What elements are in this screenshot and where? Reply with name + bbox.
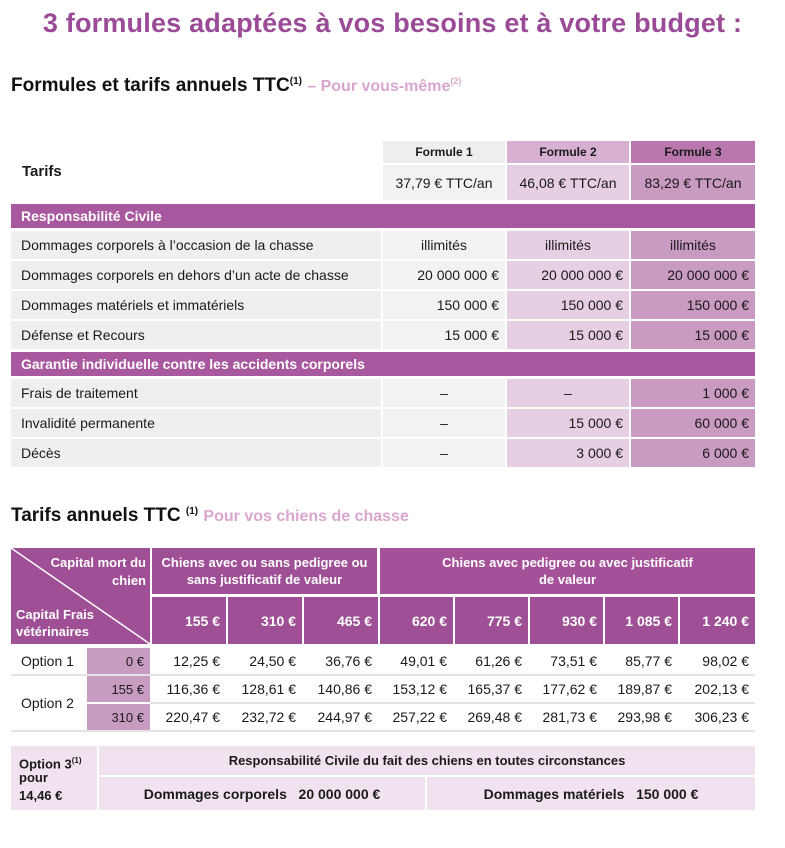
rc-row-value: 15 000 €	[383, 321, 505, 349]
option2-price: 153,12 €	[380, 676, 453, 702]
option2-price: 189,87 €	[605, 676, 678, 702]
option2-price: 244,97 €	[304, 704, 378, 730]
option3-corporels-label: Dommages corporels	[143, 785, 287, 802]
section2-title-text: Tarifs annuels TTC	[11, 505, 181, 526]
section2-subtitle: Pour vos chiens de chasse	[203, 508, 409, 525]
gi-row-value: 6 000 €	[631, 439, 755, 467]
rc-row-label: Dommages corporels à l’occasion de la chasse	[11, 231, 381, 259]
option2-price: 140,86 €	[304, 676, 378, 702]
option2-price: 202,13 €	[680, 676, 755, 702]
formule-1-price: 37,79 € TTC/an	[383, 165, 505, 200]
corner-bottom-label: Capital Frais vétérinaires	[16, 607, 95, 639]
option1-price: 98,02 €	[680, 648, 755, 674]
option2-price: 281,73 €	[530, 704, 603, 730]
capital-header: 930 €	[530, 597, 603, 644]
gi-row-value: –	[383, 379, 505, 407]
option2-frais: 310 €	[87, 704, 150, 730]
group2-header: Chiens avec pedigree ou avec justificatif de valeur	[380, 548, 755, 594]
page-title: 3 formules adaptées à vos besoins et à votre budget :	[42, 8, 743, 38]
option2-price: 306,23 €	[680, 704, 755, 730]
option3-heading: Responsabilité Civile du fait des chiens en toutes circonstances	[99, 746, 755, 775]
option2-price: 116,36 €	[152, 676, 226, 702]
option3-pour: pour	[19, 770, 48, 785]
option1-price: 49,01 €	[380, 648, 453, 674]
gi-row-value: –	[383, 439, 505, 467]
capital-header: 775 €	[455, 597, 528, 644]
formule-2-header: Formule 2	[507, 141, 629, 163]
option1-label: Option 1	[11, 648, 85, 674]
rc-row-label: Dommages corporels en dehors d’un acte de chasse	[11, 261, 381, 289]
rc-row-value: 15 000 €	[631, 321, 755, 349]
option1-frais: 0 €	[87, 648, 150, 674]
option3-label-text: Option 3	[19, 756, 72, 772]
rc-row-value: 15 000 €	[507, 321, 629, 349]
rc-row-value: illimités	[631, 231, 755, 259]
option2-frais: 155 €	[87, 676, 150, 702]
rc-row-value: 150 000 €	[507, 291, 629, 319]
formule-1-header: Formule 1	[383, 141, 505, 163]
option1-price: 12,25 €	[152, 648, 226, 674]
option2-price: 257,22 €	[380, 704, 453, 730]
gi-heading: Garantie individuelle contre les accidents corporels	[11, 352, 755, 376]
row-divider	[11, 674, 755, 676]
gi-row-value: 3 000 €	[507, 439, 629, 467]
gi-row-value: 60 000 €	[631, 409, 755, 437]
option3-materiels-label: Dommages matériels	[483, 785, 625, 802]
option2-price: 177,62 €	[530, 676, 603, 702]
option1-price: 85,77 €	[605, 648, 678, 674]
option2-price: 293,98 €	[605, 704, 678, 730]
corner-cell	[11, 548, 150, 644]
option3-label-cell	[11, 746, 97, 810]
rc-row-value: 20 000 000 €	[631, 261, 755, 289]
rc-row-label: Défense et Recours	[11, 321, 381, 349]
capital-header: 465 €	[304, 597, 378, 644]
option1-price: 36,76 €	[304, 648, 378, 674]
section1-title	[11, 75, 461, 97]
section2-title	[11, 505, 409, 527]
tarifs-label: Tarifs	[22, 162, 62, 180]
formule-2-price: 46,08 € TTC/an	[507, 165, 629, 200]
option3-materiels-value: 150 000 €	[636, 785, 699, 802]
row-divider	[150, 702, 755, 704]
section1-subtitle-note: (2)	[450, 76, 462, 86]
option3-price: 14,46 €	[19, 788, 63, 803]
option1-price: 61,26 €	[455, 648, 528, 674]
option2-price: 165,37 €	[455, 676, 528, 702]
section1-title-text: Formules et tarifs annuels TTC	[11, 75, 290, 96]
rc-row-value: 150 000 €	[631, 291, 755, 319]
rc-row-value: 150 000 €	[383, 291, 505, 319]
capital-header: 155 €	[152, 597, 226, 644]
gi-row-value: –	[383, 409, 505, 437]
option2-label: Option 2	[11, 676, 85, 730]
section2-title-note: (1)	[185, 506, 199, 517]
section1-title-note: (1)	[289, 76, 302, 87]
rc-row-value: 20 000 000 €	[507, 261, 629, 289]
gi-row-value: 1 000 €	[631, 379, 755, 407]
capital-header: 1 240 €	[680, 597, 755, 644]
rc-row-value: 20 000 000 €	[383, 261, 505, 289]
formule-3-price: 83,29 € TTC/an	[631, 165, 755, 200]
rc-row-value: illimités	[383, 231, 505, 259]
option2-price: 128,61 €	[228, 676, 302, 702]
gi-row-label: Invalidité permanente	[11, 409, 381, 437]
rc-row-value: illimités	[507, 231, 629, 259]
option2-price: 232,72 €	[228, 704, 302, 730]
section1-subtitle: – Pour vous-même	[307, 78, 451, 95]
gi-row-value: 15 000 €	[507, 409, 629, 437]
rc-heading: Responsabilité Civile	[11, 204, 755, 228]
group1-header: Chiens avec ou sans pedigree ou sans justificatif de valeur	[152, 548, 377, 594]
option2-price: 220,47 €	[152, 704, 226, 730]
gi-row-label: Décès	[11, 439, 381, 467]
option1-price: 24,50 €	[228, 648, 302, 674]
option1-price: 73,51 €	[530, 648, 603, 674]
option3-corporels	[99, 777, 425, 810]
capital-header: 620 €	[380, 597, 453, 644]
option3-note: (1)	[71, 756, 82, 765]
option3-corporels-value: 20 000 000 €	[298, 785, 381, 802]
gi-row-label: Frais de traitement	[11, 379, 381, 407]
gi-row-value: –	[507, 379, 629, 407]
option3-materiels	[427, 777, 755, 810]
option2-price: 269,48 €	[455, 704, 528, 730]
capital-header: 310 €	[228, 597, 302, 644]
formule-3-header: Formule 3	[631, 141, 755, 163]
corner-top-label: Capital mort du chien	[50, 555, 146, 588]
row-divider	[11, 730, 755, 732]
capital-header: 1 085 €	[605, 597, 678, 644]
rc-row-label: Dommages matériels et immatériels	[11, 291, 381, 319]
